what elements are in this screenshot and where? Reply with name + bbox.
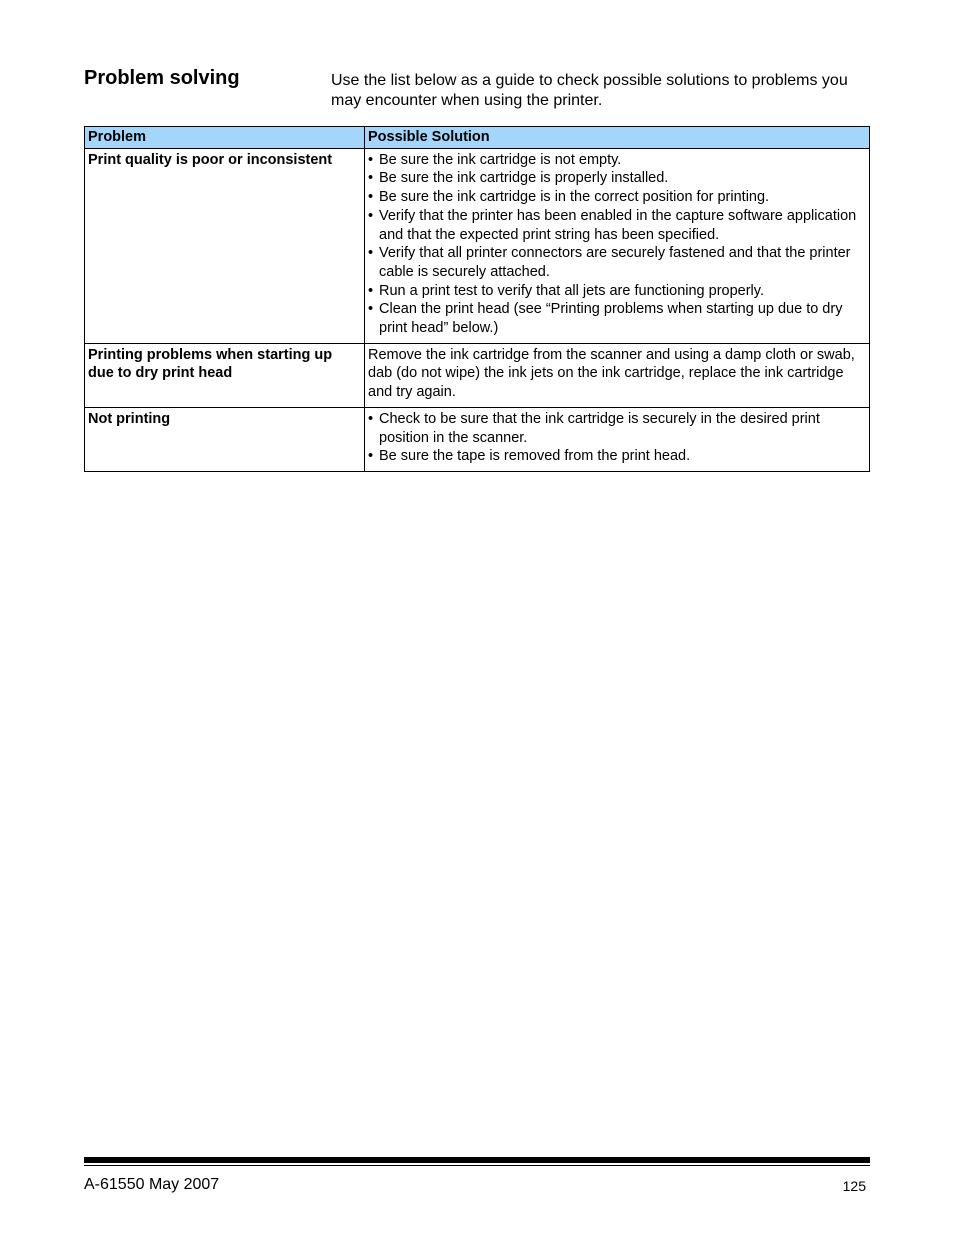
solution-cell: Remove the ink cartridge from the scanner and using a damp cloth or swab, dab (do not wipe) the ink jets on the ink cartridge, replace the ink cartridge and try again. — [365, 343, 870, 407]
footer-rule-thin — [84, 1165, 870, 1166]
footer-rule-thick — [84, 1157, 870, 1163]
solution-list — [368, 410, 866, 466]
problem-cell: Not printing — [85, 407, 365, 471]
list-item: • Clean the print head (see “Printing problems when starting up due to dry print head” below.) — [368, 301, 843, 337]
solution-list — [368, 151, 866, 338]
footer-doc-id: A-61550 May 2007 — [84, 1176, 220, 1193]
table-row — [85, 343, 870, 407]
list-item: • Be sure the tape is removed from the print head. — [368, 448, 691, 465]
list-item: • Be sure the ink cartridge is in the correct position for printing. — [368, 189, 770, 206]
list-item: • Verify that the printer has been enabled in the capture software application and that the expected print string has been specified. — [368, 207, 857, 243]
footer-page-number: 125 — [842, 1178, 866, 1194]
solution-cell — [365, 407, 870, 471]
solution-cell — [365, 148, 870, 343]
problem-cell: Print quality is poor or inconsistent — [85, 148, 365, 343]
intro-paragraph: Use the list below as a guide to check possible solutions to problems you may encounter when using the printer. — [331, 72, 848, 109]
table-header-row — [85, 127, 870, 149]
header-problem: Problem — [85, 127, 365, 149]
list-item: • Be sure the ink cartridge is properly installed. — [368, 170, 669, 187]
problem-cell: Printing problems when starting up due to dry print head — [85, 343, 365, 407]
list-item: • Verify that all printer connectors are securely fastened and that the printer cable is securely attached. — [368, 245, 851, 280]
list-item: • Be sure the ink cartridge is not empty. — [368, 151, 622, 168]
table-row — [85, 148, 870, 343]
table-row — [85, 407, 870, 471]
list-item: • Check to be sure that the ink cartridge is securely in the desired print position in the scanner. — [368, 410, 820, 446]
header-possible-solution: Possible Solution — [365, 127, 870, 149]
page-title: Problem solving — [84, 67, 240, 89]
list-item: • Run a print test to verify that all jets are functioning properly. — [368, 282, 764, 299]
problem-solution-table — [84, 126, 870, 472]
